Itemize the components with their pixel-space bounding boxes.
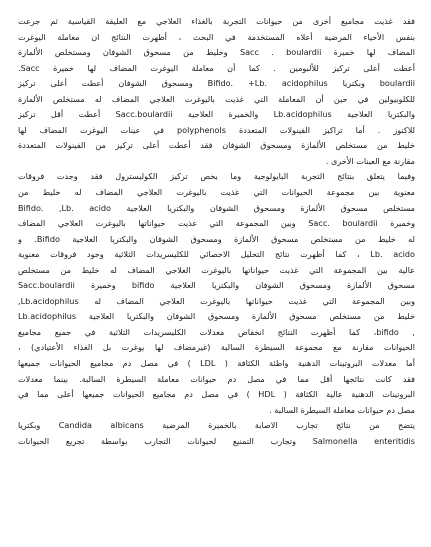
paragraph-2-line: له خليط من مستخلص مسحوق الألمازة ومسحوق الشوفان والبكتريا العلاجية Bifido. و xyxy=(18,233,415,244)
paragraph-2-line: معنوية بين مجموعة الحيوانات التي غذيت باليوغرت العلاجي المضاف له خليط من xyxy=(18,187,415,198)
paragraph-2-line: مصل دم حيوانات معاملة السيطرة السالبة . xyxy=(269,404,415,415)
paragraph-2-line: البروتينات الدهنية عالية الكثافة ( HDL ) في مصل دم مجاميع الحيوانات جميعها أعلى مما في xyxy=(18,389,415,400)
paragraph-2-line: عالية بين المجموعة التي غذيت حيواناتها باليوغرت العلاجي المضاف له خليط من مستخلص xyxy=(18,264,415,275)
paragraph-1-line: للكلوبيولين في حين أن المعاملة التي غذيت باليوغرت العلاجي المضاف له مستخلص الألمازة xyxy=(18,93,415,104)
paragraph-2-line: مسحوق الألمازة ومسحوق الشوفان والبكتريا العلاجية bifido وخميرة Sacc.boulardii xyxy=(18,280,415,291)
paragraph-2-line: وبين المجموعة التي غذيت حيواناتها باليوغرت العلاجي المضاف له Lb.acidophilus, xyxy=(18,295,415,306)
paragraph-2-line: وخميرة Sacc. boulardii وبين المجموعة التي غذيت حيواناتها باليوغرت العلاجي المضاف xyxy=(18,218,415,229)
paragraph-2-line: Lb. acido ، كما أظهرت نتائج التحليل الاحصائي للكليسريدات الثلاثية وجود فروقات معنوية xyxy=(18,249,415,260)
paragraph-1-line: للاكتوز . أما تراكيز الفينولات المتعددة polyphenols في عينات اليوغرت المضاف لها xyxy=(18,124,415,135)
paragraph-3-line: Salmonella enteritidis وتجارب التمنيع لحيوانات التجارب بواسطة تجريع الحيوانات xyxy=(18,435,415,446)
paragraph-2-line: خليط من مستخلص مسحوق الألمازة ومسحوق الشوفان والبكتريا العلاجية Lb.acidophilus xyxy=(18,311,415,322)
paragraph-1-line: فقد غذيت مجاميع أخرى من حيوانات التجربة بالغذاء العلاجي مع العليقة القياسية ثم جرعت xyxy=(18,16,415,26)
paragraph-2-line: وفيما يتعلق بنتائج التجربة البايولوجية وما يخص تركيز الكوليسترول فقد وجدت فروقات xyxy=(18,171,415,182)
paragraph-1-line: أعطت أعلى تركيز للألبومين . كما أن معاملة اليوغرت المضاف لها خميرة Sacc. xyxy=(18,62,415,73)
paragraph-1-line: خليط من مستخلص الألمازة ومسحوق الشوفان فقد أعطت أعلى تركيز من الفينولات المتعددة xyxy=(18,140,415,151)
paragraph-2-line: مستخلص مسحوق الألمازة ومسحوق الشوفان والبكتريا العلاجية Bifido. ,Lb. acido xyxy=(18,202,415,213)
paragraph-1-line: المضاف لها خميرة Sacc . boulardii وخليط من مسحوق الشوفان ومستخلص الألمازة xyxy=(18,47,415,58)
paragraph-2 xyxy=(18,169,415,418)
paragraph-1-line: مقارنة مع العينات الأخرى . xyxy=(325,155,415,166)
paragraph-2-line: أما معدلات البروتينات الدهنية واطئة الكثافة ( LDL ) في مصل دم مجاميع الحيوانات جميعها xyxy=(18,358,415,369)
paragraph-2-line: , bifido، كما أظهرت النتائج انخفاض معدلات الكليسريدات الثلاثية في جميع مجاميع xyxy=(18,326,415,337)
document-body xyxy=(18,14,415,449)
paragraph-2-line: فقد كانت نتائجها أقل مما في مصل دم حيوانات معاملة السيطرة السالبة. بينما معدلات xyxy=(18,373,415,384)
paragraph-3 xyxy=(18,418,415,449)
paragraph-2-line: الحيوانات مقارنة مع مجموعة السيطرة السالبة (غيرمضاف لها يوغرت بل الغذاء الأعتيادي) ، xyxy=(18,342,415,353)
paragraph-1-line: بنفس الأحياء المرضية أعلاه المستخدمة في البحث ، أظهرت النتائج ان معاملة اليوغرت xyxy=(18,31,415,42)
paragraph-1 xyxy=(18,14,415,169)
paragraph-1-line: boulardii وبكتريا Bifido. +Lb. acidophilus ومسحوق الشوفان أعطت أعلى تركيز xyxy=(18,78,415,89)
paragraph-1-line: والبكتريا العلاجية Lb.acidophilus والخميرة العلاجية Sacc.boulardii أعطت أقل تركيز xyxy=(18,109,415,120)
paragraph-3-line: يتضح من نتائج تجارب الاصابة بالخميرة المرضية Candida albicans وبكتريا xyxy=(18,420,415,431)
